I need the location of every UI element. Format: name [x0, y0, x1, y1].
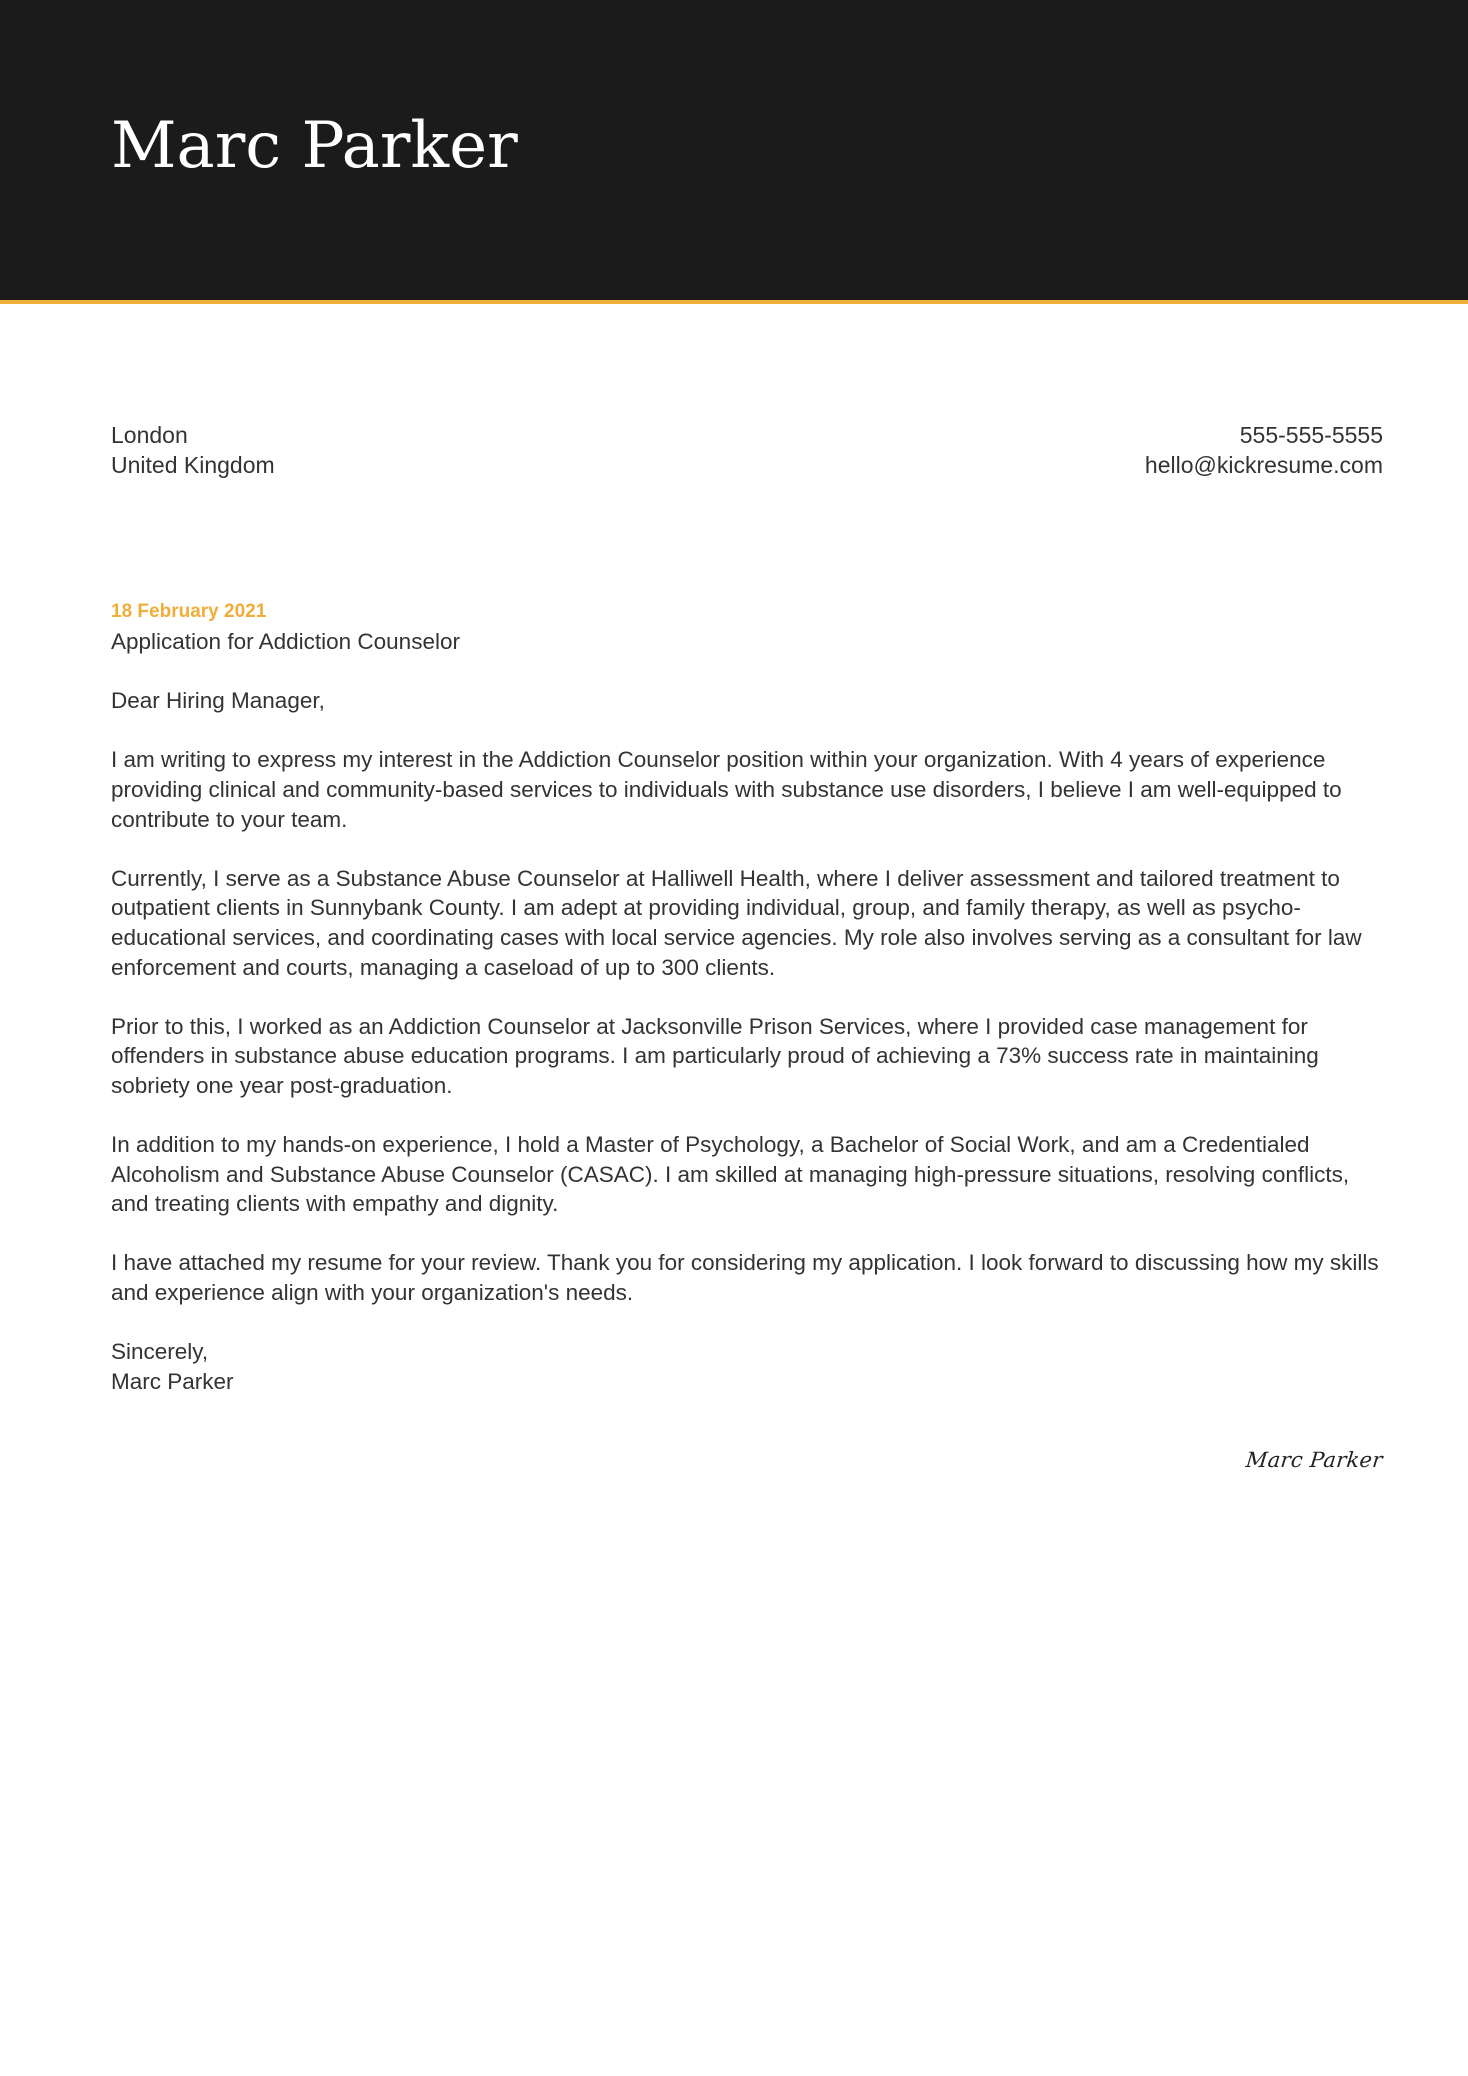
letter-subject: Application for Addiction Counselor [111, 629, 460, 654]
address-city: London [111, 422, 188, 448]
header-banner [0, 0, 1468, 300]
email-address: hello@kickresume.com [1144, 452, 1383, 478]
closing-phrase: Sincerely, [111, 1339, 209, 1365]
letter-body [111, 627, 1386, 1396]
salutation: Dear Hiring Manager, [111, 688, 325, 714]
address-country: United Kingdom [111, 452, 275, 478]
sender-name: Marc Parker [111, 1368, 234, 1394]
paragraph-qualifications: In addition to my hands-on experience, I hold a Master of Psychology, a Bachelor of Social Work, and am a Credentialed Alcoholism and Substance Abuse Counselor (CASAC). I am skilled at managing high-pressure situations, resolving conflicts, and treating clients with empathy and dignity. [111, 1132, 1350, 1217]
letter-date: 18 February 2021 [111, 601, 267, 622]
paragraph-closing: I have attached my resume for your review. Thank you for considering my application. I look forward to discussing how my skills and experience align with your organization's needs. [111, 1250, 1379, 1306]
paragraph-prior-role: Prior to this, I worked as an Addiction Counselor at Jacksonville Prison Services, where I provided case management for offenders in substance abuse education programs. I am particularly proud of achieving a 73% success rate in maintaining sobriety one year post-graduation. [111, 1013, 1319, 1098]
paragraph-intro: I am writing to express my interest in the Addiction Counselor position within your organization. With 4 years of experience providing clinical and community-based services to individuals with substance use disorders, I believe I am well-equipped to contribute to your team. [111, 747, 1342, 832]
contact-block [1145, 420, 1383, 480]
address-block [111, 420, 275, 480]
handwritten-signature: Marc Parker [1245, 1448, 1385, 1472]
paragraph-current-role: Currently, I serve as a Substance Abuse Counselor at Halliwell Health, where I deliver assessment and tailored treatment to outpatient clients in Sunnybank County. I am adept at providing individual, group, and family therapy, as well as psycho-educational services, and coordinating cases with local service agencies. My role also involves serving as a consultant for law enforcement and courts, managing a caseload of up to 300 clients. [111, 865, 1362, 980]
applicant-name: Marc Parker [111, 109, 518, 183]
header-accent-rule [0, 300, 1468, 304]
phone-number: 555-555-5555 [1239, 422, 1383, 448]
sign-off [111, 1337, 1386, 1396]
